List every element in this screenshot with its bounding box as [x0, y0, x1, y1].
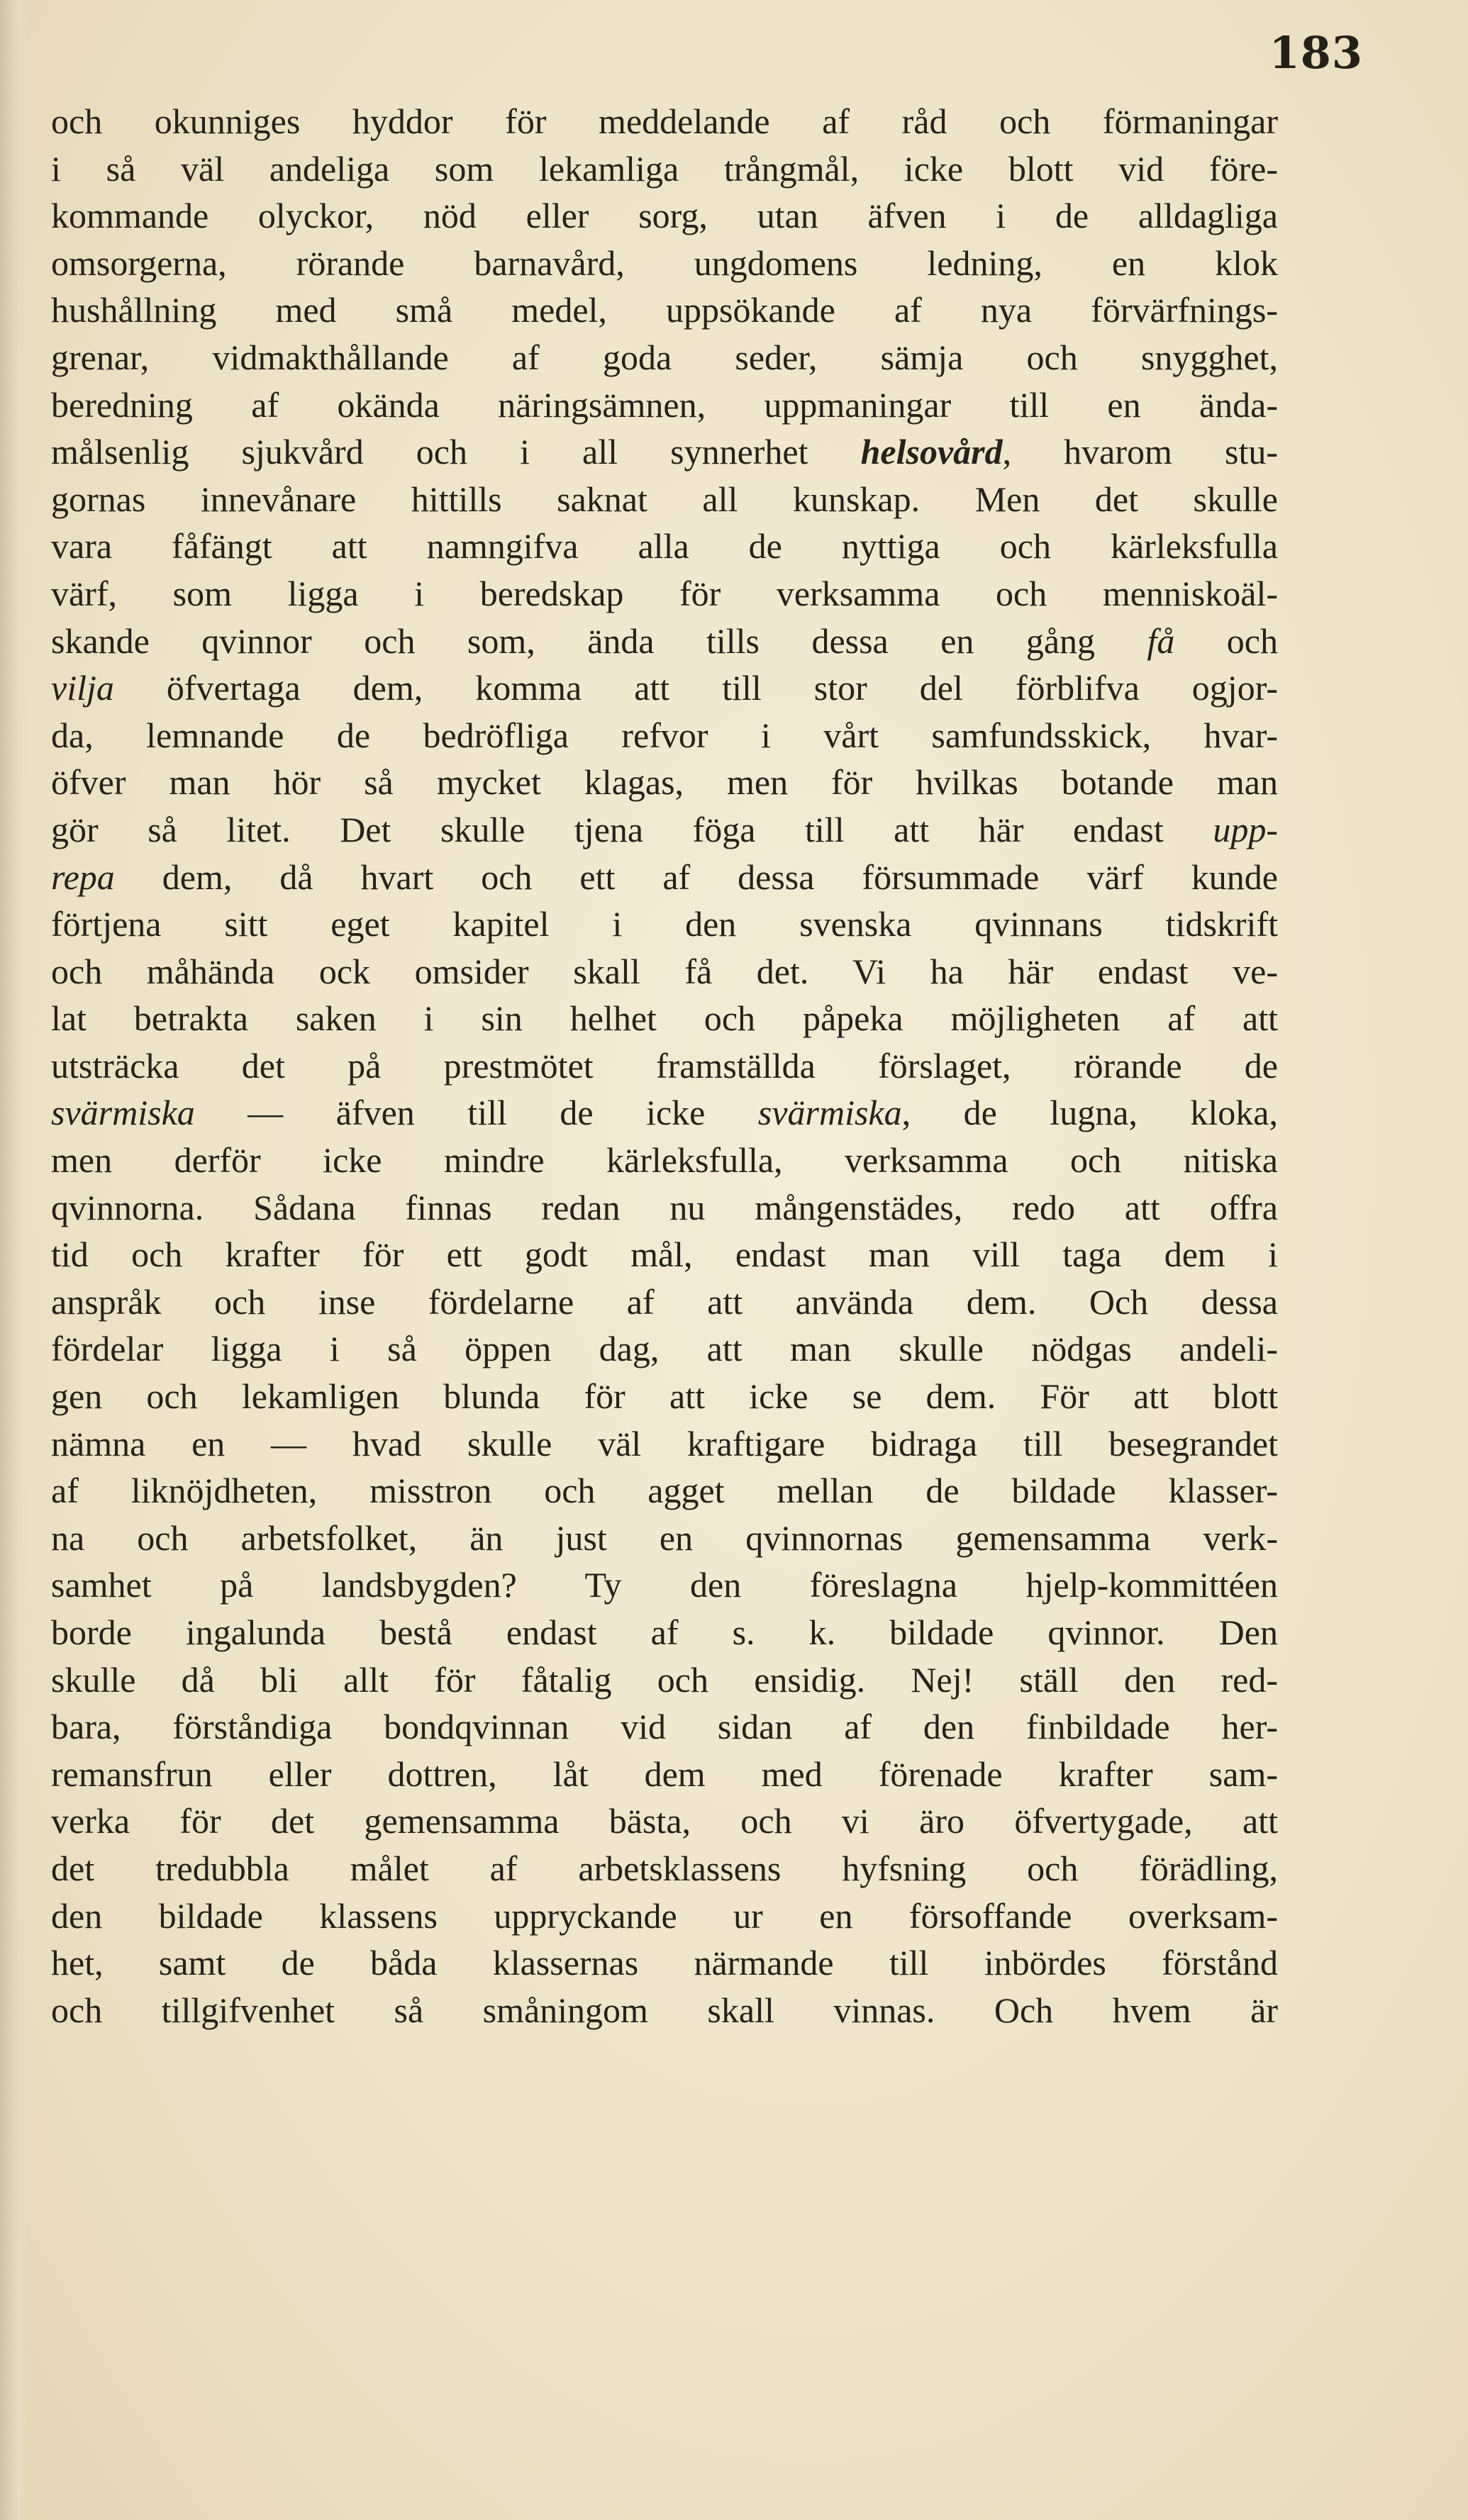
emphasis-text: svärmiska — [51, 1093, 195, 1133]
text-line — [51, 334, 1278, 381]
text-run: men derför icke mindre kärleksfulla, verksamma och nitiska — [51, 1140, 1278, 1181]
text-run: skulle då bli allt för fåtalig och ensidig. Nej! ställ den red- — [51, 1659, 1278, 1700]
text-line — [51, 1561, 1278, 1609]
text-line — [51, 1231, 1278, 1278]
text-run: i så väl andeliga som lekamliga trångmål, icke blott vid före- — [51, 148, 1278, 189]
text-run: värf, som ligga i beredskap för verksamma och menniskoäl- — [51, 573, 1278, 613]
text-run: skande qvinnor och som, ända tills dessa en gång — [51, 620, 1147, 661]
text-line — [51, 1892, 1278, 1940]
text-run: samhet på landsbygden? Ty den föreslagna hjelp-kommittéen — [51, 1565, 1278, 1605]
text-line — [51, 523, 1278, 570]
text-run: öfvertaga dem, komma att till stor del förblifva ogjor- — [113, 668, 1278, 708]
text-run: och måhända ock omsider skall få det. Vi ha här endast ve- — [51, 951, 1278, 991]
text-line — [51, 476, 1278, 523]
text-run: och okunniges hyddor för meddelande af råd och förmaningar — [51, 101, 1278, 141]
text-run: het, samt de båda klassernas närmande till inbördes förstånd — [51, 1943, 1278, 1983]
text-run: gör så litet. Det skulle tjena föga till att här endast — [51, 809, 1213, 849]
text-line — [51, 995, 1278, 1042]
text-run: förtjena sitt eget kapitel i den svenska qvinnans tidskrift — [51, 904, 1278, 944]
text-line — [51, 1656, 1278, 1704]
text-run: lat betrakta saken i sin helhet och påpeka möjligheten af att — [51, 998, 1278, 1039]
text-line — [51, 240, 1278, 287]
text-run: anspråk och inse fördelarne af att använda dem. Och dessa — [51, 1281, 1278, 1322]
text-line — [51, 381, 1278, 429]
text-run: gen och lekamligen blunda för att icke se dem. För att blott — [51, 1376, 1278, 1417]
text-line — [51, 145, 1278, 193]
text-line — [51, 1325, 1278, 1373]
text-line — [51, 1042, 1278, 1090]
text-line — [51, 1797, 1278, 1845]
body-text — [51, 98, 1278, 2034]
text-line — [51, 901, 1278, 948]
emphasis-text: få — [1147, 620, 1175, 661]
text-line — [51, 1987, 1278, 2034]
text-run: öfver man hör så mycket klagas, men för hvilkas botande man — [51, 762, 1278, 803]
emphasis-text: vilja — [51, 668, 114, 708]
text-run: nämna en — hvad skulle väl kraftigare bidraga till besegrandet — [51, 1423, 1278, 1464]
text-run: målsenlig sjukvård och i all synnerhet — [51, 432, 861, 472]
text-line — [51, 1751, 1278, 1798]
text-run: borde ingalunda bestå endast af s. k. bildade qvinnor. Den — [51, 1612, 1278, 1652]
text-line — [51, 1373, 1278, 1420]
text-line — [51, 1467, 1278, 1515]
text-run: , hvarom stu- — [1002, 432, 1278, 472]
text-line — [51, 618, 1278, 665]
text-run: fördelar ligga i så öppen dag, att man skulle nödgas andeli- — [51, 1329, 1278, 1369]
text-run: omsorgerna, rörande barnavård, ungdomens ledning, en klok — [51, 242, 1278, 283]
text-line — [51, 759, 1278, 806]
text-run: beredning af okända näringsämnen, uppmaningar till en ända- — [51, 384, 1278, 425]
text-run: — äfven till de icke — [194, 1093, 758, 1133]
text-line — [51, 1420, 1278, 1468]
text-run: och — [1174, 620, 1278, 661]
emphasis-text: repa — [51, 857, 115, 897]
text-run: hushållning med små medel, uppsökande af nya förvärfnings- — [51, 290, 1278, 330]
text-line — [51, 1278, 1278, 1326]
text-line — [51, 192, 1278, 240]
text-line — [51, 570, 1278, 618]
text-line — [51, 806, 1278, 854]
text-run: da, lemnande de bedröfliga refvor i vårt samfundsskick, hvar- — [51, 715, 1278, 755]
text-line — [51, 286, 1278, 334]
text-run: bara, förståndiga bondqvinnan vid sidan af den finbildade her- — [51, 1707, 1278, 1747]
text-line — [51, 664, 1278, 712]
emphasis-text: helsovård — [860, 432, 1003, 472]
text-run: remansfrun eller dottren, låt dem med förenade krafter sam- — [51, 1754, 1278, 1794]
text-run: kommande olyckor, nöd eller sorg, utan äfven i de alldagliga — [51, 196, 1278, 236]
text-run: gornas innevånare hittills saknat all kunskap. Men det skulle — [51, 479, 1278, 519]
text-line — [51, 1137, 1278, 1184]
text-run: verka för det gemensamma bästa, och vi äro öfvertygade, att — [51, 1801, 1278, 1841]
text-line — [51, 1939, 1278, 1987]
text-line — [51, 428, 1278, 476]
text-line — [51, 98, 1278, 145]
text-line — [51, 1515, 1278, 1562]
emphasis-text: svärmiska — [757, 1093, 902, 1133]
text-line — [51, 1089, 1278, 1137]
text-line — [51, 712, 1278, 759]
text-line — [51, 1703, 1278, 1751]
text-run: utsträcka det på prestmötet framställda förslaget, rörande de — [51, 1045, 1278, 1086]
emphasis-text: upp- — [1213, 809, 1278, 849]
text-run: tid och krafter för ett godt mål, endast man vill taga dem i — [51, 1234, 1278, 1275]
text-line — [51, 1609, 1278, 1656]
text-run: dem, då hvart och ett af dessa försummade värf kunde — [114, 857, 1278, 897]
text-line — [51, 854, 1278, 901]
text-run: af liknöjdheten, misstron och agget mellan de bildade klasser- — [51, 1471, 1278, 1511]
text-run: grenar, vidmakthållande af goda seder, sämja och snygghet, — [51, 337, 1278, 377]
page-number: 183 — [1269, 27, 1363, 79]
text-run: , de lugna, kloka, — [901, 1093, 1278, 1133]
text-line — [51, 948, 1278, 996]
text-run: den bildade klassens uppryckande ur en försoffande overksam- — [51, 1895, 1278, 1936]
text-run: och tillgifvenhet så småningom skall vinnas. Och hvem är — [51, 1990, 1278, 2030]
text-run: det tredubbla målet af arbetsklassens hyfsning och förädling, — [51, 1848, 1278, 1888]
gutter-shadow — [0, 0, 27, 2520]
text-line — [51, 1184, 1278, 1232]
text-line — [51, 1845, 1278, 1892]
text-run: qvinnorna. Sådana finnas redan nu mångenstädes, redo att offra — [51, 1187, 1278, 1227]
text-run: na och arbetsfolket, än just en qvinnornas gemensamma verk- — [51, 1517, 1278, 1558]
text-run: vara fåfängt att namngifva alla de nyttiga och kärleksfulla — [51, 526, 1278, 567]
